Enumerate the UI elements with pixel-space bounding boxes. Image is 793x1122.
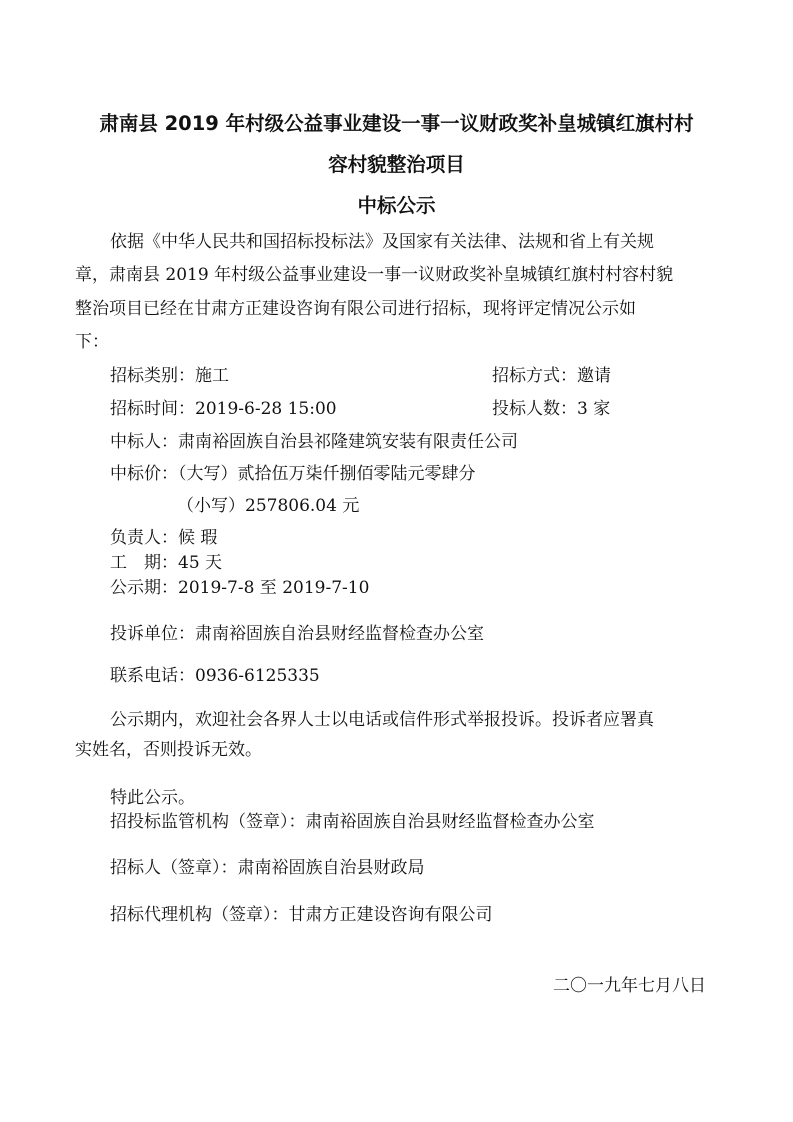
intro-line: 依据《中华人民共和国招标投标法》及国家有关法律、法规和省上有关规 — [110, 232, 654, 252]
bid-method: 招标方式：邀请 — [492, 366, 611, 386]
notice-line: 公示期内，欢迎社会各界人士以电话或信件形式举报投诉。投诉者应署真 — [110, 710, 654, 730]
agency-signature: 招标代理机构（签章）：甘肃方正建设咨询有限公司 — [110, 905, 493, 925]
price-upper: 中标价：（大写）贰拾伍万柒仟捌佰零陆元零肆分 — [110, 464, 476, 484]
title-line-2: 容村貌整治项目 — [328, 153, 465, 176]
supervisor-signature: 招投标监管机构（签章）：肃南裕固族自治县财经监督检查办公室 — [110, 812, 595, 832]
subtitle: 中标公示 — [357, 194, 436, 217]
bid-time: 招标时间：2019-6-28 15:00 — [110, 399, 337, 419]
contact-phone: 联系电话：0936-6125335 — [110, 666, 320, 686]
intro-line: 章，肃南县 2019 年村级公益事业建设一事一议财政奖补皇城镇红旗村村容村貌 — [75, 265, 674, 285]
title-line-1: 肃南县 2019 年村级公益事业建设一事一议财政奖补皇城镇红旗村村 — [99, 112, 694, 135]
complaint-unit: 投诉单位：肃南裕固族自治县财经监督检查办公室 — [110, 624, 484, 644]
intro-line: 整治项目已经在甘肃方正建设咨询有限公司进行招标，现将评定情况公示如 — [75, 299, 636, 319]
winning-bidder: 中标人：肃南裕固族自治县祁隆建筑安装有限责任公司 — [110, 432, 518, 452]
project-manager: 负责人：候 瑕 — [110, 528, 218, 548]
price-lower: （小写）257806.04 元 — [177, 496, 360, 516]
hereby-notice: 特此公示。 — [110, 788, 195, 808]
notice-period: 公示期：2019-7-8 至 2019-7-10 — [110, 578, 370, 598]
tenderer-signature: 招标人（签章）：肃南裕固族自治县财政局 — [110, 858, 425, 878]
bid-type: 招标类别：施工 — [110, 366, 229, 386]
notice-line: 实姓名，否则投诉无效。 — [75, 740, 262, 760]
construction-period: 工 期：45 天 — [110, 553, 223, 573]
intro-line: 下： — [75, 332, 109, 352]
notice-date: 二〇一九年七月八日 — [553, 976, 706, 996]
bidder-count: 投标人数：3 家 — [492, 399, 611, 419]
